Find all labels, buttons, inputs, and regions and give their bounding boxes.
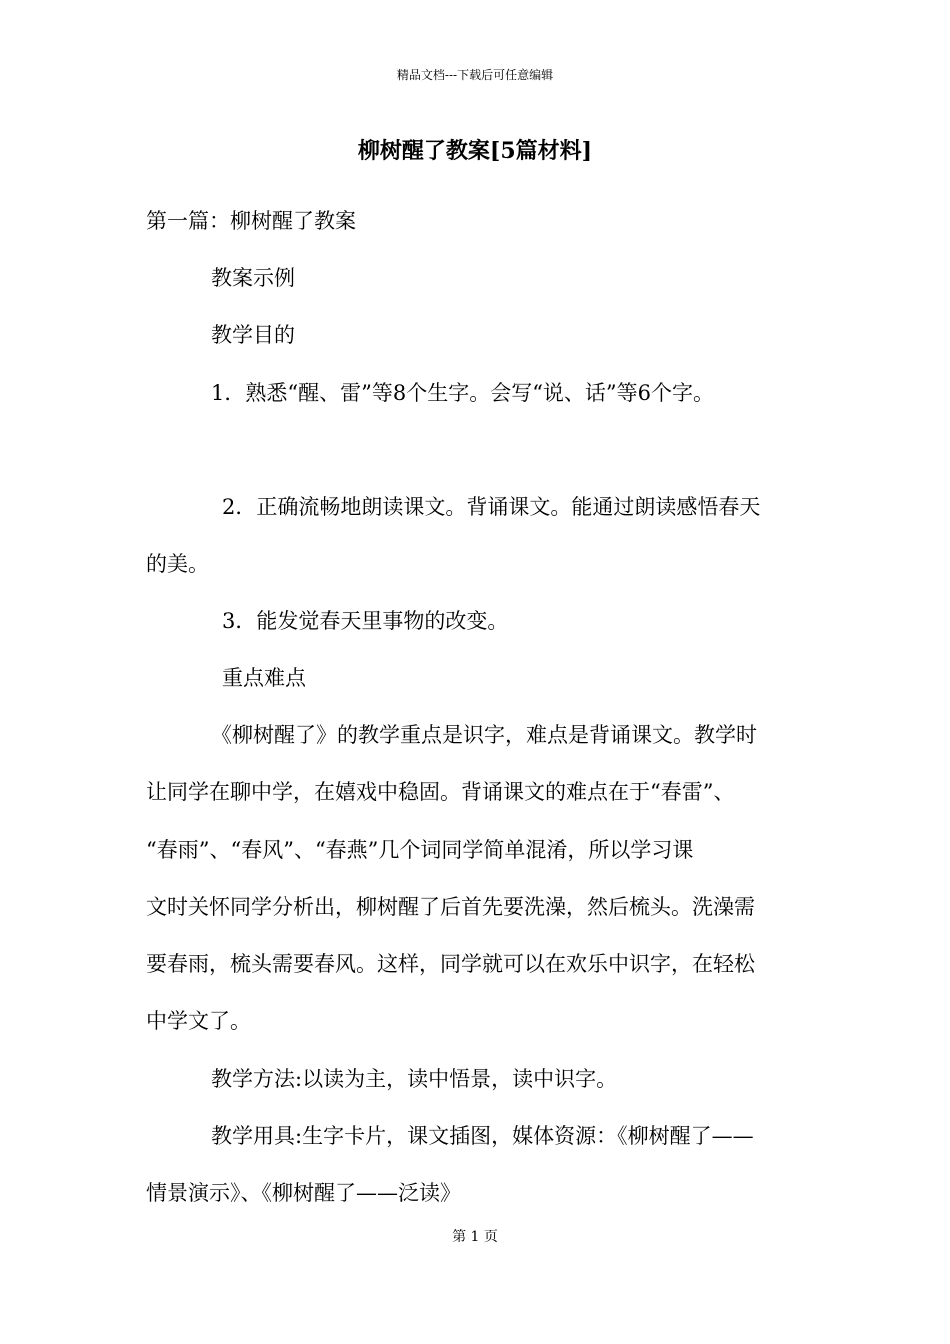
goal-item-2-continued: 的美。 [146, 552, 209, 576]
paragraph-line: 中学文了。 [146, 1009, 251, 1033]
subheading-goals: 教学目的 [211, 323, 295, 347]
page-number: 第 1 页 [452, 1229, 498, 1245]
teaching-method: 教学方法:以读为主，读中悟景，读中识字。 [211, 1067, 618, 1091]
teaching-tools-continued: 情景演示》、《柳树醒了——泛读》 [146, 1181, 461, 1205]
goal-item-3: 3．能发觉春天里事物的改变。 [222, 609, 509, 633]
paragraph-line: 《柳树醒了》的教学重点是识字，难点是背诵课文。教学时 [211, 723, 757, 747]
document-title: 柳树醒了教案[5篇材料] [357, 138, 593, 164]
section-heading: 第一篇：柳树醒了教案 [146, 209, 356, 233]
subheading-key-points: 重点难点 [222, 666, 306, 690]
goal-item-2: 2．正确流畅地朗读课文。背诵课文。能通过朗读感悟春天 [222, 495, 761, 519]
teaching-tools: 教学用具:生字卡片，课文插图，媒体资源：《柳树醒了—— [211, 1124, 754, 1148]
goal-item-1: 1．熟悉“醒、雷”等8个生字。会写“说、话”等6个字。 [211, 381, 715, 405]
paragraph-line: 要春雨，梳头需要春风。这样，同学就可以在欢乐中识字，在轻松 [146, 952, 755, 976]
paragraph-line: “春雨”、“春风”、“春燕”几个词同学简单混淆，所以学习课 [146, 838, 694, 862]
subheading-example: 教案示例 [211, 266, 295, 290]
paragraph-line: 让同学在聊中学，在嬉戏中稳固。背诵课文的难点在于“春雷”、 [146, 780, 735, 804]
page-header: 精品文档---下载后可任意编辑 [396, 68, 554, 82]
paragraph-line: 文时关怀同学分析出，柳树醒了后首先要洗澡，然后梳头。洗澡需 [146, 895, 755, 919]
